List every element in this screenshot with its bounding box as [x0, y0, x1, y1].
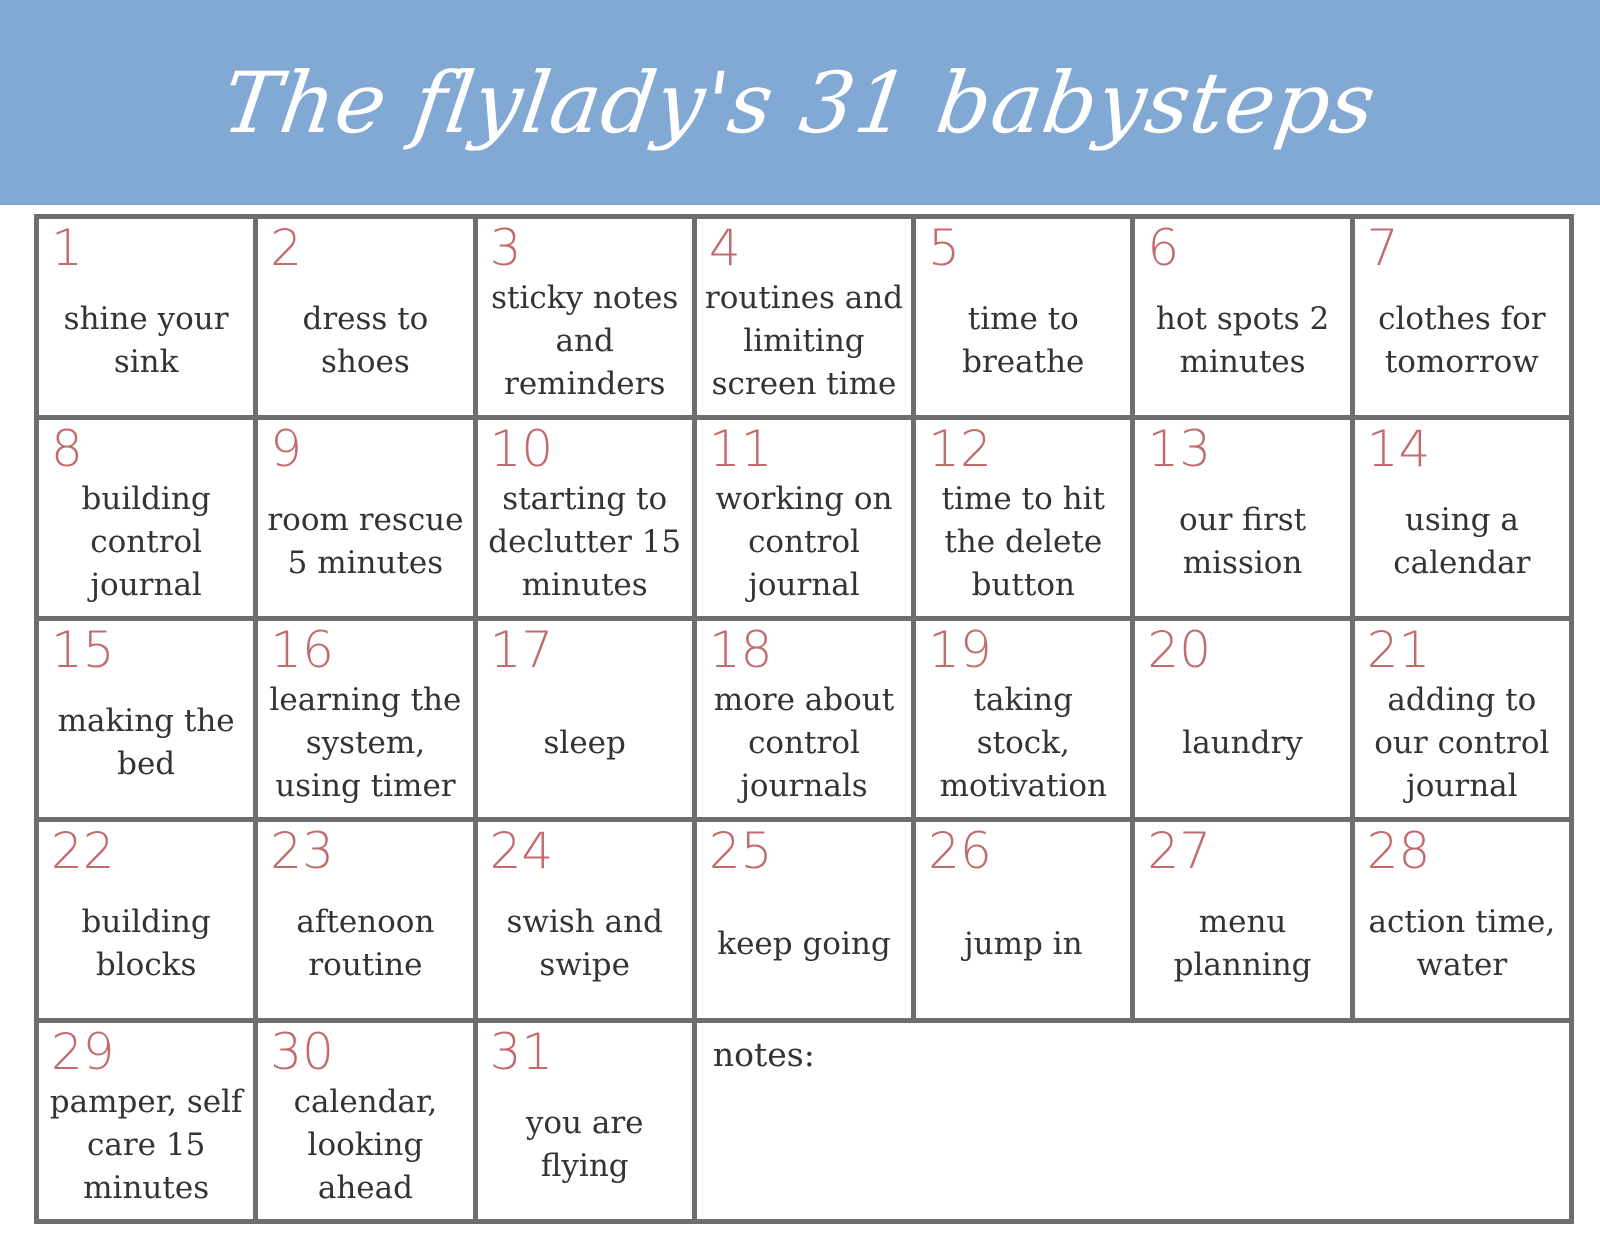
step-number: 11 — [708, 420, 773, 478]
step-number: 1 — [51, 219, 83, 277]
step-number: 20 — [1147, 621, 1212, 679]
step-number: 3 — [489, 219, 522, 277]
step-text: routines and limiting screen time — [704, 279, 904, 402]
header-banner — [0, 0, 1600, 205]
step-text: starting to declutter 15 minutes — [488, 480, 682, 603]
step-text: clothes for tomorrow — [1378, 301, 1546, 380]
step-number: 4 — [708, 219, 741, 277]
step-text: aftenoon routine — [296, 904, 435, 983]
step-text: calendar, looking ahead — [293, 1083, 438, 1206]
step-number: 16 — [270, 621, 334, 679]
step-cell — [1135, 822, 1349, 1018]
step-number: 21 — [1366, 621, 1431, 679]
step-text: shine your sink — [63, 301, 229, 380]
step-number: 30 — [270, 1023, 334, 1081]
step-number: 26 — [928, 822, 992, 880]
step-cell — [258, 420, 472, 616]
step-cell — [916, 219, 1130, 415]
step-text: using a calendar — [1393, 502, 1531, 581]
step-cell — [258, 621, 472, 817]
step-cell — [1135, 621, 1349, 817]
step-number: 25 — [708, 822, 773, 880]
step-text: sticky notes and reminders — [491, 279, 679, 402]
step-number: 5 — [928, 219, 960, 277]
step-text: swish and swipe — [506, 904, 663, 983]
step-text: learning the system, using timer — [269, 681, 462, 804]
step-number: 17 — [489, 621, 554, 679]
notes-label: notes: — [712, 1035, 815, 1074]
step-text: sleep — [543, 724, 626, 761]
step-cell — [697, 822, 911, 1018]
step-text: action time, water — [1368, 904, 1556, 983]
step-cell — [478, 1023, 692, 1219]
step-text: you are flying — [525, 1105, 644, 1184]
babysteps-calendar-grid — [34, 214, 1574, 1224]
step-cell — [39, 621, 253, 817]
step-cell — [258, 1023, 472, 1219]
step-cell — [258, 219, 472, 415]
step-cell — [39, 219, 253, 415]
step-number: 29 — [51, 1023, 115, 1081]
step-text: working on control journal — [715, 480, 893, 603]
step-cell — [39, 822, 253, 1018]
step-number: 14 — [1366, 420, 1431, 478]
step-number: 22 — [51, 822, 115, 880]
notes-area — [697, 1023, 1569, 1219]
step-text: dress to shoes — [302, 301, 429, 380]
step-cell — [478, 822, 692, 1018]
step-cell — [1135, 420, 1349, 616]
step-number: 2 — [270, 219, 303, 277]
step-number: 9 — [270, 420, 303, 478]
step-cell — [1135, 219, 1349, 415]
step-cell — [697, 219, 911, 415]
step-cell — [39, 1023, 253, 1219]
step-number: 7 — [1366, 219, 1399, 277]
step-text: menu planning — [1173, 904, 1312, 983]
step-number: 28 — [1366, 822, 1431, 880]
step-cell — [478, 621, 692, 817]
step-cell — [697, 420, 911, 616]
step-text: hot spots 2 minutes — [1155, 301, 1330, 380]
step-text: room rescue 5 minutes — [267, 502, 464, 581]
step-number: 12 — [928, 420, 992, 478]
step-number: 31 — [489, 1023, 554, 1081]
step-cell — [697, 621, 911, 817]
step-text: our first mission — [1178, 502, 1307, 581]
step-number: 19 — [928, 621, 992, 679]
step-number: 27 — [1147, 822, 1212, 880]
step-number: 15 — [51, 621, 115, 679]
step-number: 13 — [1147, 420, 1212, 478]
step-number: 8 — [51, 420, 83, 478]
page-title: The flylady's 31 babysteps — [217, 53, 1383, 152]
step-number: 18 — [708, 621, 773, 679]
step-text: building control journal — [81, 480, 211, 603]
step-text: more about control journals — [713, 681, 895, 804]
step-number: 24 — [489, 822, 554, 880]
step-text: making the bed — [57, 703, 235, 782]
step-cell — [1355, 219, 1569, 415]
step-cell — [478, 219, 692, 415]
step-cell — [1355, 621, 1569, 817]
step-cell — [478, 420, 692, 616]
step-text: keep going — [717, 925, 891, 962]
step-number: 23 — [270, 822, 334, 880]
step-cell — [916, 822, 1130, 1018]
step-text: jump in — [964, 925, 1083, 962]
step-cell — [258, 822, 472, 1018]
step-number: 10 — [489, 420, 554, 478]
step-number: 6 — [1147, 219, 1180, 277]
step-cell — [916, 420, 1130, 616]
step-text: time to breathe — [962, 301, 1085, 380]
step-text: laundry — [1182, 724, 1303, 761]
step-text: taking stock, motivation — [939, 681, 1107, 804]
step-text: time to hit the delete button — [941, 480, 1105, 603]
step-cell — [916, 621, 1130, 817]
step-text: building blocks — [81, 904, 211, 983]
step-text: adding to our control journal — [1374, 681, 1550, 804]
step-cell — [1355, 822, 1569, 1018]
step-text: pamper, self care 15 minutes — [49, 1083, 243, 1206]
step-cell — [1355, 420, 1569, 616]
step-cell — [39, 420, 253, 616]
